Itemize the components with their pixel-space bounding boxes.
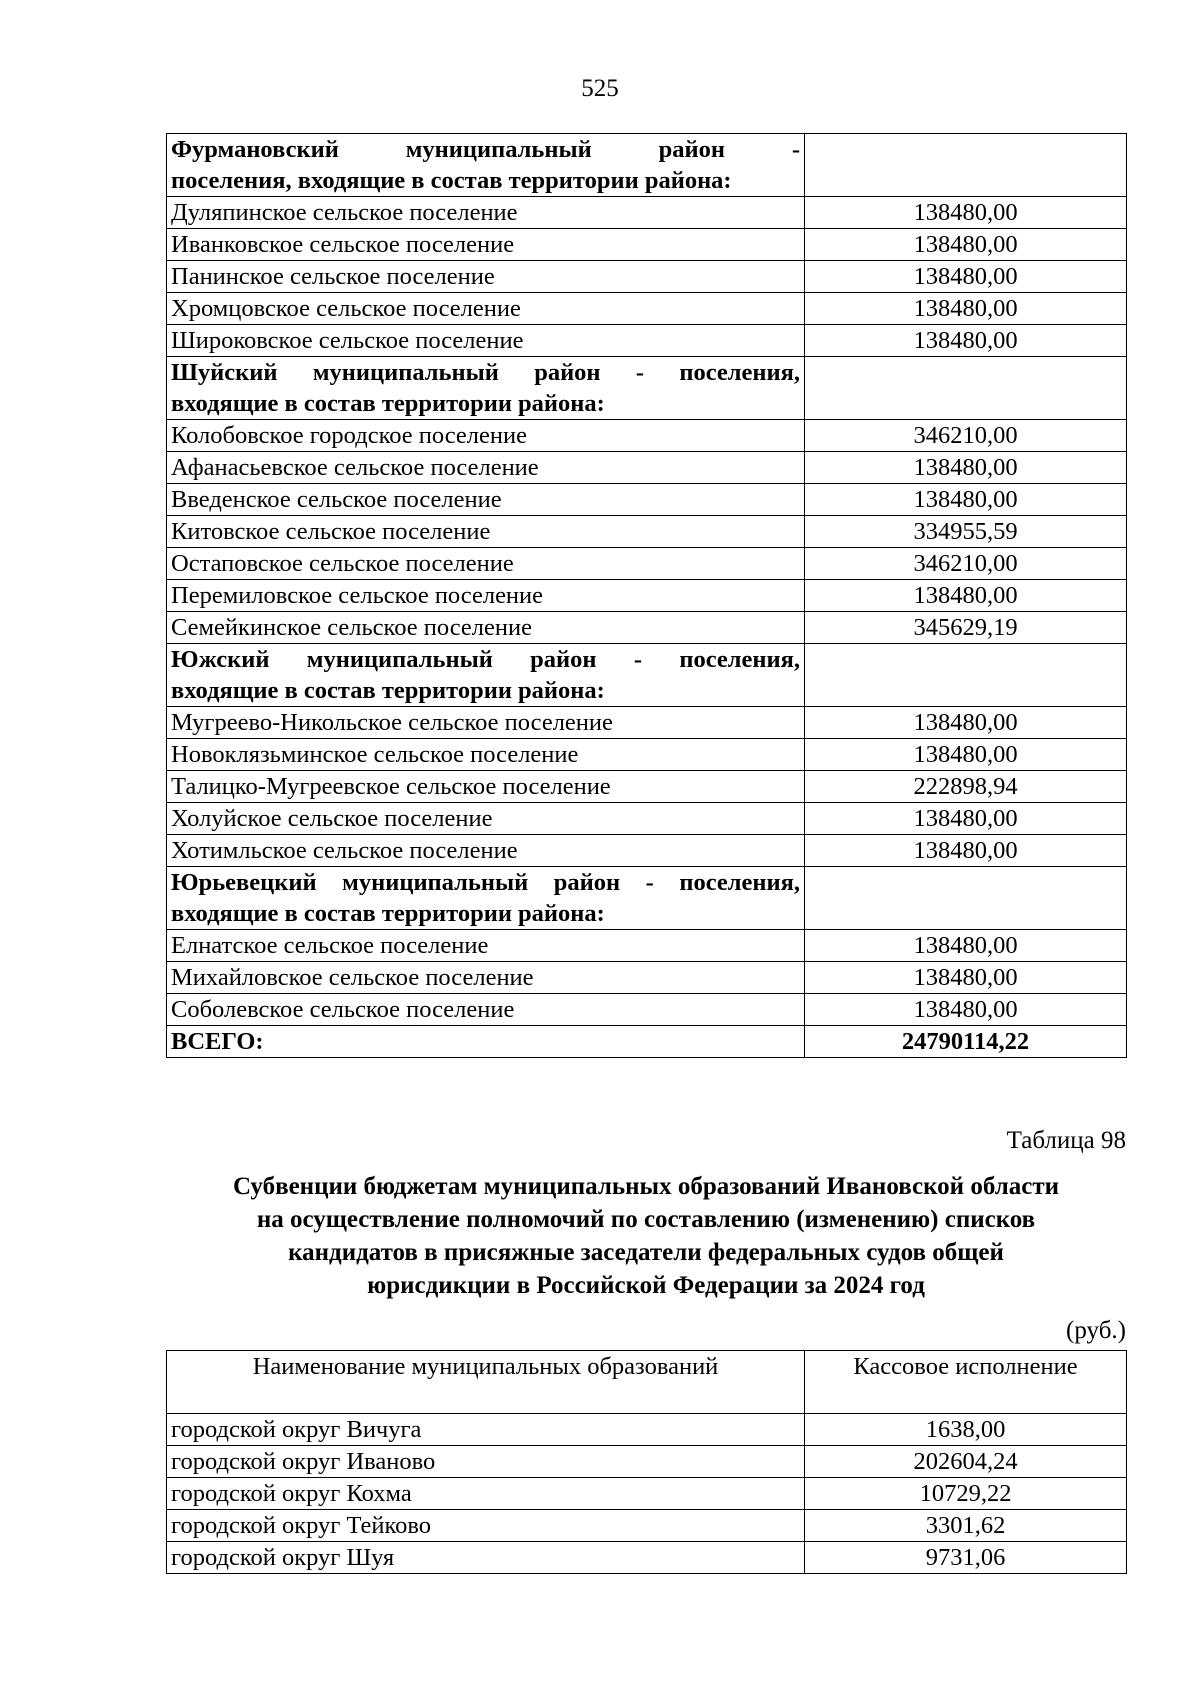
settlement-amount: 138480,00 [805, 452, 1127, 484]
district-header-cell [167, 867, 805, 930]
settlement-amount: 138480,00 [805, 484, 1127, 516]
settlement-row [167, 994, 1127, 1026]
municipality-row [167, 1446, 1127, 1478]
table-title-line: на осуществление полномочий по составлению (изменению) списков [256, 1206, 1036, 1233]
municipality-row [167, 1510, 1127, 1542]
jurors-subvention-table [166, 1350, 1127, 1574]
settlement-row [167, 548, 1127, 580]
municipality-name: городской округ Иваново [167, 1446, 805, 1478]
table-title-line: Субвенции бюджетам муниципальных образований Ивановской области [232, 1173, 1060, 1200]
settlement-row [167, 771, 1127, 803]
settlement-name: Перемиловское сельское поселение [167, 580, 805, 612]
district-header-line: Фурмановский муниципальный район - [171, 136, 800, 163]
settlement-amount: 138480,00 [805, 739, 1127, 771]
district-header-row [167, 357, 1127, 420]
total-row [167, 1026, 1127, 1058]
municipality-amount: 10729,22 [805, 1478, 1127, 1510]
municipality-row [167, 1414, 1127, 1446]
district-header-cell [167, 644, 805, 707]
settlement-name: Панинское сельское поселение [167, 261, 805, 293]
settlement-row [167, 420, 1127, 452]
settlement-name: Дуляпинское сельское поселение [167, 197, 805, 229]
settlement-row [167, 484, 1127, 516]
settlement-amount: 138480,00 [805, 261, 1127, 293]
settlement-row [167, 612, 1127, 644]
table2-body [167, 1351, 1127, 1574]
settlement-amount: 346210,00 [805, 548, 1127, 580]
settlement-amount: 138480,00 [805, 580, 1127, 612]
municipality-name: городской округ Кохма [167, 1478, 805, 1510]
district-header-line: входящие в состав территории района: [171, 900, 605, 927]
settlement-row [167, 516, 1127, 548]
settlement-name: Мугреево-Никольское сельское поселение [167, 707, 805, 739]
column-header-name: Наименование муниципальных образований [167, 1351, 805, 1414]
settlement-name: Хромцовское сельское поселение [167, 293, 805, 325]
page-number: 525 [581, 75, 619, 102]
settlement-row [167, 930, 1127, 962]
district-header-value [805, 644, 1127, 707]
settlement-name: Иванковское сельское поселение [167, 229, 805, 261]
settlement-row [167, 293, 1127, 325]
district-header-value [805, 357, 1127, 420]
municipality-name: городской округ Вичуга [167, 1414, 805, 1446]
settlement-name: Хотимльское сельское поселение [167, 835, 805, 867]
settlement-amount: 138480,00 [805, 229, 1127, 261]
settlement-row [167, 835, 1127, 867]
settlement-row [167, 229, 1127, 261]
table1-body [167, 134, 1127, 1058]
settlement-name: Новоклязьминское сельское поселение [167, 739, 805, 771]
settlement-row [167, 325, 1127, 357]
district-header-value [805, 867, 1127, 930]
column-header-value: Кассовое исполнение [805, 1351, 1127, 1414]
unit-label: (руб.) [1066, 1317, 1126, 1344]
settlement-amount: 346210,00 [805, 420, 1127, 452]
settlement-amount: 138480,00 [805, 197, 1127, 229]
table-header-row [167, 1351, 1127, 1414]
settlement-amount: 138480,00 [805, 707, 1127, 739]
settlement-row [167, 962, 1127, 994]
settlement-row [167, 803, 1127, 835]
total-value: 24790114,22 [805, 1026, 1127, 1058]
district-header-line: Шуйский муниципальный район - поселения, [171, 359, 800, 386]
district-header-line: входящие в состав территории района: [171, 390, 605, 417]
settlement-amount: 345629,19 [805, 612, 1127, 644]
settlement-amount: 138480,00 [805, 293, 1127, 325]
settlement-row [167, 197, 1127, 229]
district-header-cell [167, 357, 805, 420]
district-header-value [805, 134, 1127, 197]
settlement-name: Остаповское сельское поселение [167, 548, 805, 580]
settlement-name: Семейкинское сельское поселение [167, 612, 805, 644]
settlement-row [167, 707, 1127, 739]
settlement-name: Михайловское сельское поселение [167, 962, 805, 994]
settlement-row [167, 452, 1127, 484]
district-header-cell [167, 134, 805, 197]
settlement-name: Елнатское сельское поселение [167, 930, 805, 962]
table-title-line: кандидатов в присяжные заседатели федеральных судов общей [288, 1239, 1004, 1266]
settlement-amount: 138480,00 [805, 803, 1127, 835]
settlement-row [167, 739, 1127, 771]
table-caption: Таблица 98 [1006, 1127, 1126, 1154]
settlement-row [167, 261, 1127, 293]
settlement-amount: 138480,00 [805, 325, 1127, 357]
subsidy-table-continued [166, 133, 1127, 1058]
settlement-name: Колобовское городское поселение [167, 420, 805, 452]
settlement-amount: 138480,00 [805, 835, 1127, 867]
municipality-row [167, 1478, 1127, 1510]
settlement-amount: 138480,00 [805, 930, 1127, 962]
municipality-amount: 202604,24 [805, 1446, 1127, 1478]
table-title-line: юрисдикции в Российской Федерации за 2024 год [367, 1272, 925, 1299]
district-header-line: поселения, входящие в состав территории района: [171, 167, 732, 194]
district-header-row [167, 867, 1127, 930]
settlement-name: Широковское сельское поселение [167, 325, 805, 357]
total-label: ВСЕГО: [167, 1026, 805, 1058]
settlement-amount: 138480,00 [805, 994, 1127, 1026]
district-header-line: Юрьевецкий муниципальный район - поселения, [171, 869, 800, 896]
settlement-name: Холуйское сельское поселение [167, 803, 805, 835]
district-header-row [167, 644, 1127, 707]
district-header-line: входящие в состав территории района: [171, 677, 605, 704]
district-header-row [167, 134, 1127, 197]
municipality-name: городской округ Тейково [167, 1510, 805, 1542]
municipality-name: городской округ Шуя [167, 1542, 805, 1574]
municipality-amount: 3301,62 [805, 1510, 1127, 1542]
settlement-amount: 222898,94 [805, 771, 1127, 803]
municipality-row [167, 1542, 1127, 1574]
settlement-name: Афанасьевское сельское поселение [167, 452, 805, 484]
municipality-amount: 9731,06 [805, 1542, 1127, 1574]
settlement-amount: 334955,59 [805, 516, 1127, 548]
municipality-amount: 1638,00 [805, 1414, 1127, 1446]
district-header-line: Южский муниципальный район - поселения, [171, 646, 800, 673]
table-title [166, 1170, 1126, 1302]
settlement-name: Талицко-Мугреевское сельское поселение [167, 771, 805, 803]
settlement-row [167, 580, 1127, 612]
settlement-amount: 138480,00 [805, 962, 1127, 994]
settlement-name: Китовское сельское поселение [167, 516, 805, 548]
settlement-name: Введенское сельское поселение [167, 484, 805, 516]
settlement-name: Соболевское сельское поселение [167, 994, 805, 1026]
